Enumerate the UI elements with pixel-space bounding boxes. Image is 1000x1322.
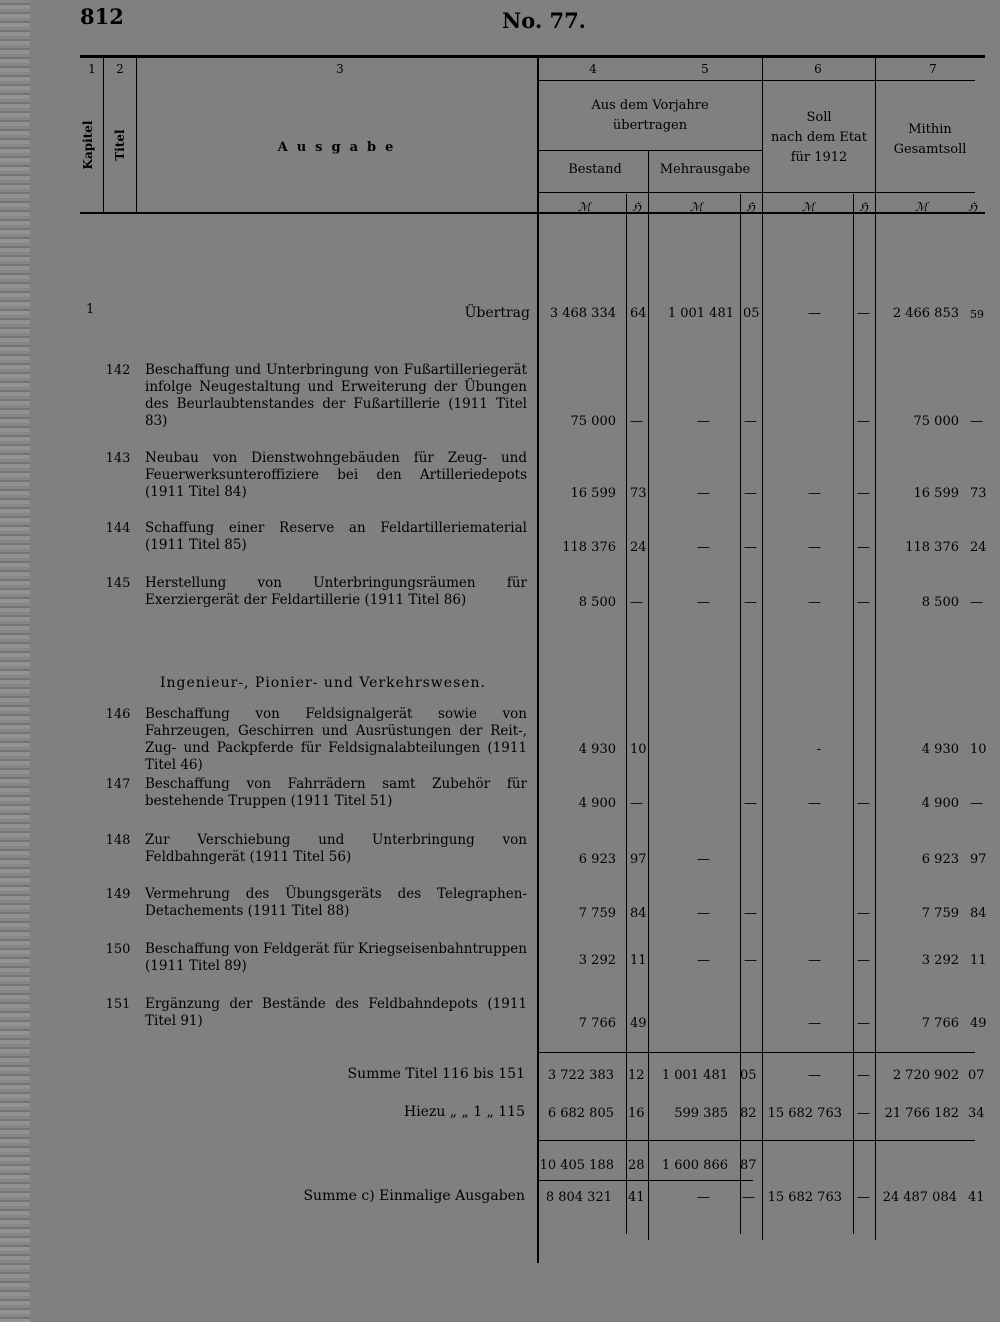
document-number: No. 77.	[502, 8, 586, 33]
col-rule-3	[537, 58, 539, 1263]
row-gesamt-pf: —	[970, 595, 983, 610]
row-gesamt-m: 7 759	[921, 906, 959, 921]
row-bestand-m: 118 376	[562, 540, 616, 555]
summe-titel-mehr-m: 1 001 481	[661, 1068, 728, 1083]
row-gesamt-m: 3 292	[921, 953, 959, 968]
row-bestand-m: 3 292	[578, 953, 616, 968]
row-gesamt-m: 16 599	[913, 486, 959, 501]
row-gesamt-pf: 24	[970, 540, 987, 555]
row-bestand-m: 75 000	[570, 414, 616, 429]
row-mehr-m: —	[697, 540, 710, 555]
vorjahre-rule	[538, 150, 762, 151]
row-bestand-m: 4 900	[578, 796, 616, 811]
row-titel-number: 147	[105, 777, 131, 792]
unit-pf-5: ℌ	[746, 200, 756, 214]
pf-rule-6	[853, 194, 854, 1234]
summe-titel-gesamt-m: 2 720 902	[892, 1068, 959, 1083]
summe-c-mehr-pf: —	[742, 1190, 755, 1205]
row-description: Herstellung von Unterbringungsräumen für Exerziergerät der Feldartillerie (1911 Titel 86)	[145, 575, 527, 608]
col-rule-1	[103, 58, 104, 213]
row-description: Vermehrung des Übungsgeräts des Telegraphen-Detachements (1911 Titel 88)	[145, 886, 527, 919]
row-titel-number: 149	[105, 887, 131, 902]
soll-header-line1: Soll	[806, 110, 832, 125]
soll-header-line2: nach dem Etat	[770, 130, 868, 145]
page-number: 812	[80, 4, 124, 29]
row-soll-pf: —	[857, 1016, 870, 1031]
uebertrag-soll-m: —	[808, 306, 821, 321]
row-gesamt-m: 4 900	[921, 796, 959, 811]
row-bestand-m: 7 759	[578, 906, 616, 921]
row-bestand-m: 6 923	[578, 852, 616, 867]
summe-c-gesamt-m: 24 487 084	[882, 1190, 957, 1205]
col-rule-6	[875, 58, 876, 1240]
row-soll-pf: —	[857, 540, 870, 555]
row-gesamt-pf: 10	[970, 742, 987, 757]
bestand-header: Bestand	[568, 162, 622, 177]
row-bestand-pf: 97	[630, 852, 647, 867]
uebertrag-mehr-m: 1 001 481	[667, 306, 734, 321]
row-mehr-pf: —	[744, 906, 757, 921]
row-bestand-m: 16 599	[570, 486, 616, 501]
uebertrag-label: Übertrag	[464, 305, 530, 321]
uebertrag-bestand-m: 3 468 334	[549, 306, 616, 321]
summe-c-bestand-pf: 41	[628, 1190, 645, 1205]
col-num-4: 4	[589, 62, 597, 76]
row-gesamt-pf: 11	[970, 953, 987, 968]
row-bestand-pf: 10	[630, 742, 647, 757]
row-mehr-m: —	[697, 906, 710, 921]
row-description: Zur Verschiebung und Unterbringung von Feldbahngerät (1911 Titel 56)	[145, 832, 527, 865]
row-soll-m: —	[808, 486, 821, 501]
row-bestand-m: 7 766	[578, 1016, 616, 1031]
summe-c-gesamt-pf: 41	[968, 1190, 985, 1205]
vorjahre-header-line2: übertragen	[612, 118, 688, 133]
row-gesamt-pf: 73	[970, 486, 987, 501]
row-mehr-pf: —	[744, 540, 757, 555]
hiezu-label: Hiezu „ „ 1 „ 115	[403, 1104, 525, 1120]
row-gesamt-pf: 84	[970, 906, 987, 921]
top-rule	[80, 55, 985, 58]
summe-titel-mehr-pf: 05	[740, 1068, 757, 1083]
sum-rule-mid	[538, 1140, 975, 1141]
row-mehr-pf: —	[744, 796, 757, 811]
hiezu-bestand-pf: 16	[628, 1106, 645, 1121]
summe-c-mehr-m: —	[697, 1190, 710, 1205]
col-num-6: 6	[814, 62, 822, 76]
row-soll-pf: —	[857, 414, 870, 429]
soll-header-line3: für 1912	[790, 150, 848, 165]
row-soll-pf: —	[857, 595, 870, 610]
mithin-header-line2: Gesamtsoll	[893, 142, 967, 157]
pf-rule-4	[626, 194, 627, 1234]
row-bestand-pf: 73	[630, 486, 647, 501]
row-bestand-pf: 11	[630, 953, 647, 968]
row-description: Beschaffung und Unterbringung von Fußartilleriegerät infolge Neugestaltung und Erweiterung der Übungen des Beurlaubtenstandes der Fußartillerie (1911 Titel 83)	[145, 362, 527, 429]
row-mehr-m: —	[697, 953, 710, 968]
hiezu-soll-m: 15 682 763	[767, 1106, 842, 1121]
row-mehr-pf: —	[744, 486, 757, 501]
summe-c-label: Summe c) Einmalige Ausgaben	[303, 1188, 525, 1204]
row-titel-number: 148	[105, 833, 131, 848]
hiezu-bestand-m: 6 682 805	[547, 1106, 614, 1121]
row-gesamt-pf: —	[970, 796, 983, 811]
row-mehr-m: —	[697, 486, 710, 501]
zwischen-bestand-m: 10 405 188	[539, 1158, 614, 1173]
row-gesamt-pf: 49	[970, 1016, 987, 1031]
row-gesamt-m: 75 000	[913, 414, 959, 429]
col-num-7: 7	[929, 62, 937, 76]
uebertrag-mehr-pf: 05	[743, 306, 760, 321]
uebertrag-bestand-pf: 64	[630, 306, 647, 321]
section-heading: Ingenieur-, Pionier- und Verkehrswesen.	[160, 675, 487, 691]
hiezu-mehr-m: 599 385	[674, 1106, 728, 1121]
col-rule-4	[648, 150, 649, 1240]
row-soll-m: —	[808, 595, 821, 610]
unit-mark-7: ℳ	[915, 200, 928, 214]
sum-rule-bottom	[538, 1180, 753, 1181]
col-rule-5	[762, 58, 763, 1240]
summe-titel-bestand-m: 3 722 383	[547, 1068, 614, 1083]
row-gesamt-m: 6 923	[921, 852, 959, 867]
mehrausgabe-header: Mehrausgabe	[659, 162, 751, 177]
titel-header: Titel	[113, 129, 127, 161]
header-numbers-rule	[538, 80, 975, 81]
row-description: Beschaffung von Feldgerät für Kriegseisenbahntruppen (1911 Titel 89)	[145, 941, 527, 974]
summe-titel-bestand-pf: 12	[628, 1068, 645, 1083]
unit-pf-6: ℌ	[859, 200, 869, 214]
row-bestand-m: 4 930	[578, 742, 616, 757]
uebertrag-gesamt-pf: 59	[970, 308, 984, 321]
col-rule-2	[136, 58, 137, 213]
unit-mark-6: ℳ	[802, 200, 815, 214]
row-gesamt-pf: —	[970, 414, 983, 429]
col-num-5: 5	[701, 62, 709, 76]
unit-pf-4: ℌ	[632, 200, 642, 214]
row-mehr-m: —	[697, 414, 710, 429]
row-mehr-pf: —	[744, 595, 757, 610]
uebertrag-gesamt-m: 2 466 853	[892, 306, 959, 321]
col-num-1: 1	[88, 62, 96, 76]
row-soll-m: -	[816, 742, 821, 757]
row-soll-m: —	[808, 1016, 821, 1031]
row-gesamt-m: 7 766	[921, 1016, 959, 1031]
row-mehr-pf: —	[744, 414, 757, 429]
vorjahre-header-line1: Aus dem Vorjahre	[591, 98, 709, 113]
row-description: Ergänzung der Bestände des Feldbahndepots (1911 Titel 91)	[145, 996, 527, 1029]
row-description: Schaffung einer Reserve an Feldartilleriematerial (1911 Titel 85)	[145, 520, 527, 553]
row-bestand-pf: 24	[630, 540, 647, 555]
row-mehr-pf: —	[744, 953, 757, 968]
row-description: Beschaffung von Fahrrädern samt Zubehör für bestehende Truppen (1911 Titel 51)	[145, 776, 527, 809]
row-gesamt-m: 4 930	[921, 742, 959, 757]
row-titel-number: 150	[105, 942, 131, 957]
header-bottom-rule	[80, 212, 985, 214]
row-gesamt-pf: 97	[970, 852, 987, 867]
sum-rule-top	[538, 1052, 975, 1053]
unit-mark-4: ℳ	[578, 200, 591, 214]
row-mehr-m: —	[697, 595, 710, 610]
row-soll-pf: —	[857, 796, 870, 811]
row-soll-m: —	[808, 953, 821, 968]
row-mehr-m: —	[697, 852, 710, 867]
unit-mark-5: ℳ	[690, 200, 703, 214]
row-description: Neubau von Dienstwohngebäuden für Zeug- und Feuerwerksunteroffiziere bei den Artilleriedepots (1911 Titel 84)	[145, 450, 527, 500]
hiezu-gesamt-pf: 34	[968, 1106, 985, 1121]
row-gesamt-m: 118 376	[905, 540, 959, 555]
col-num-2: 2	[116, 62, 124, 76]
hiezu-soll-pf: —	[857, 1106, 870, 1121]
row-bestand-pf: 49	[630, 1016, 647, 1031]
row-bestand-pf: —	[630, 796, 643, 811]
zwischen-mehr-m: 1 600 866	[661, 1158, 728, 1173]
summe-c-bestand-m: 8 804 321	[545, 1190, 612, 1205]
row-titel-number: 151	[105, 997, 131, 1012]
scan-edge	[0, 0, 30, 1322]
summe-titel-label: Summe Titel 116 bis 151	[347, 1066, 525, 1082]
kapitel-number: 1	[86, 302, 95, 317]
row-soll-pf: —	[857, 953, 870, 968]
zwischen-mehr-pf: 87	[740, 1158, 757, 1173]
row-titel-number: 144	[105, 521, 131, 536]
row-titel-number: 142	[105, 363, 131, 378]
summe-c-soll-pf: —	[857, 1190, 870, 1205]
row-bestand-m: 8 500	[578, 595, 616, 610]
row-bestand-pf: 84	[630, 906, 647, 921]
row-titel-number: 146	[105, 707, 131, 722]
row-titel-number: 143	[105, 451, 131, 466]
row-gesamt-m: 8 500	[921, 595, 959, 610]
summe-c-soll-m: 15 682 763	[767, 1190, 842, 1205]
unit-rule	[538, 192, 975, 193]
row-description: Beschaffung von Feldsignalgerät sowie von Fahrzeugen, Geschirren und Ausrüstungen der Reit-, Zug- und Packpferde für Feldsignalabteilungen (1911 Titel 46)	[145, 706, 527, 773]
hiezu-gesamt-m: 21 766 182	[884, 1106, 959, 1121]
row-soll-pf: —	[857, 906, 870, 921]
zwischen-bestand-pf: 28	[628, 1158, 645, 1173]
row-bestand-pf: —	[630, 414, 643, 429]
hiezu-mehr-pf: 82	[740, 1106, 757, 1121]
uebertrag-soll-pf: —	[857, 306, 870, 321]
mithin-header-line1: Mithin	[908, 122, 952, 137]
row-soll-pf: —	[857, 486, 870, 501]
unit-pf-7: ℌ	[968, 200, 978, 214]
row-bestand-pf: —	[630, 595, 643, 610]
summe-titel-soll-pf: —	[857, 1068, 870, 1083]
row-soll-m: —	[808, 796, 821, 811]
summe-titel-gesamt-pf: 07	[968, 1068, 985, 1083]
kapitel-header: Kapitel	[81, 120, 95, 170]
row-titel-number: 145	[105, 576, 131, 591]
row-soll-m: —	[808, 540, 821, 555]
ausgabe-header: Ausgabe	[277, 140, 403, 155]
summe-titel-soll-m: —	[808, 1068, 821, 1083]
col-num-3: 3	[336, 62, 344, 76]
